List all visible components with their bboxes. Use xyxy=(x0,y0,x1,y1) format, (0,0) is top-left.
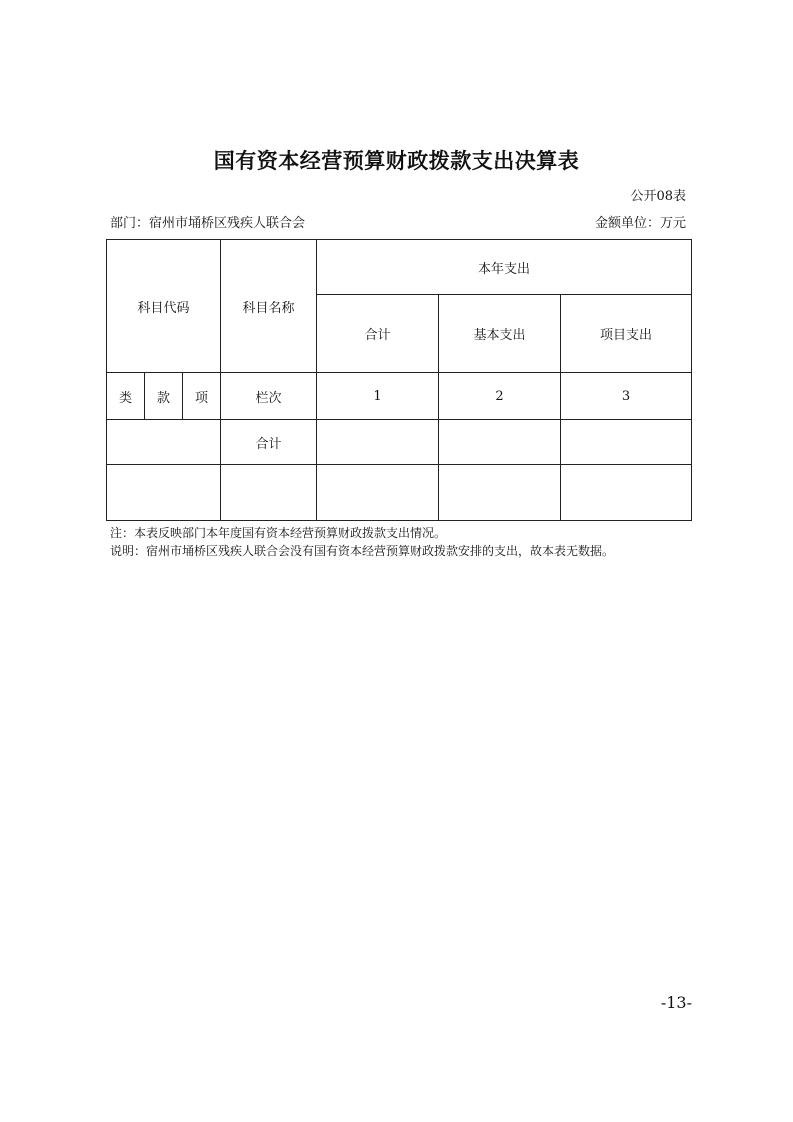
basic-expenditure-header: 基本支出 xyxy=(439,295,561,373)
amount-unit-label: 金额单位：万元 xyxy=(594,216,686,231)
page-number: -13- xyxy=(660,993,692,1012)
empty-row-project-cell xyxy=(561,465,692,521)
page-title: 国有资本经营预算财政拨款支出决算表 xyxy=(213,149,580,173)
table-explanation: 说明：宿州市埇桥区残疾人联合会没有国有资本经营预算财政拨款安排的支出，故本表无数据。 xyxy=(110,544,615,558)
item-header: 项 xyxy=(183,373,221,420)
project-expenditure-header: 项目支出 xyxy=(561,295,692,373)
section-header: 款 xyxy=(145,373,183,420)
total-row-label: 合计 xyxy=(221,420,317,465)
empty-row-total-cell xyxy=(317,465,439,521)
class-header: 类 xyxy=(107,373,145,420)
empty-row-basic-cell xyxy=(439,465,561,521)
column-index-label: 栏次 xyxy=(221,373,317,420)
column-number-2: 2 xyxy=(439,373,561,420)
subject-code-header: 科目代码 xyxy=(107,240,221,373)
expenditure-table xyxy=(106,239,692,521)
subject-name-header: 科目名称 xyxy=(221,240,317,373)
column-number-3: 3 xyxy=(561,373,692,420)
total-row-total-cell xyxy=(317,420,439,465)
total-header: 合计 xyxy=(317,295,439,373)
total-row-code-cell xyxy=(107,420,221,465)
table-code: 公开08表 xyxy=(630,189,686,204)
table-note: 注：本表反映部门本年度国有资本经营预算财政拨款支出情况。 xyxy=(110,526,447,540)
current-year-expenditure-header: 本年支出 xyxy=(317,240,692,295)
total-row-project-cell xyxy=(561,420,692,465)
total-row-basic-cell xyxy=(439,420,561,465)
department-label: 部门：宿州市埇桥区残疾人联合会 xyxy=(110,216,306,231)
column-number-1: 1 xyxy=(317,373,439,420)
empty-row-name-cell xyxy=(221,465,317,521)
empty-row-code-cell xyxy=(107,465,221,521)
